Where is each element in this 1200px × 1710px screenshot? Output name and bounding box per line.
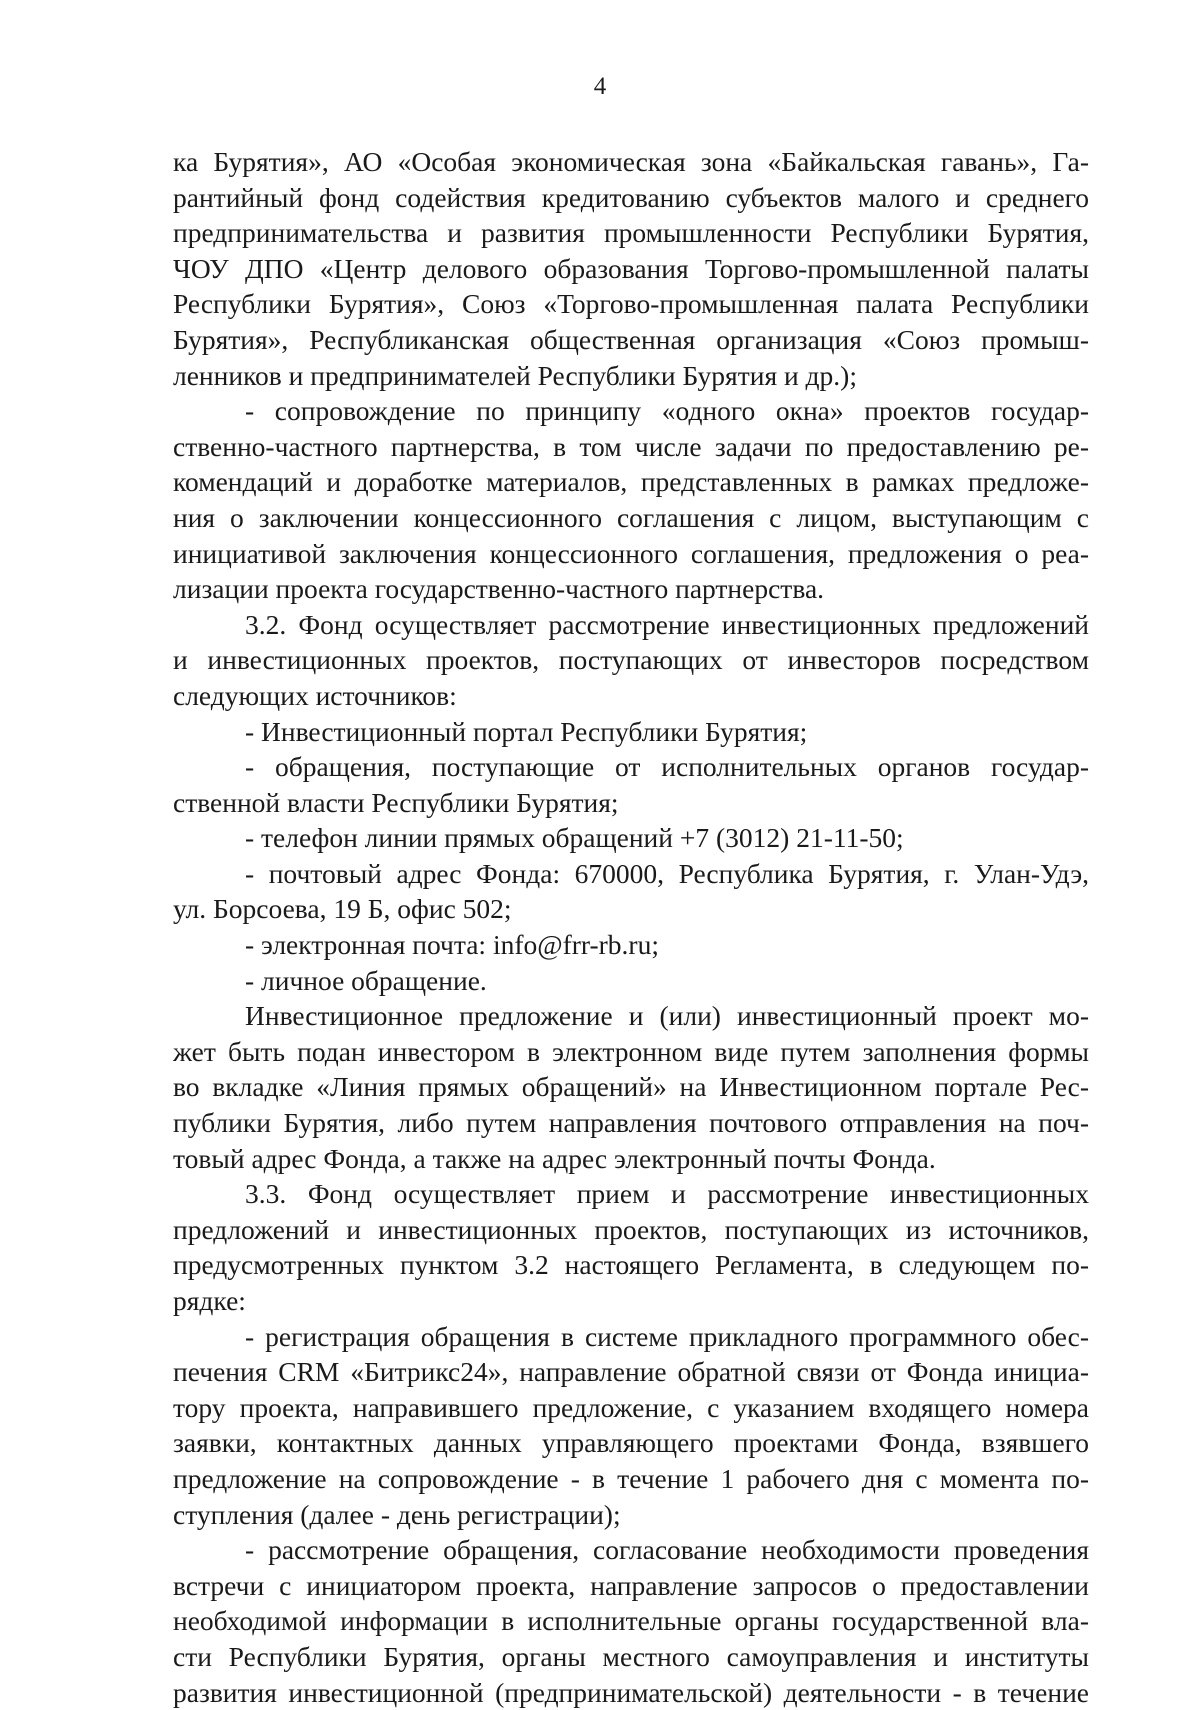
text-line: - личное обращение. <box>245 964 487 996</box>
text-line: тору проекта, направившего предложение, с указанием входящего номера <box>173 1391 1089 1423</box>
text-line: Республики Бурятия», Союз «Торгово-промышленная палата Республики <box>173 288 1089 320</box>
text-line: лизации проекта государственно-частного партнерства. <box>173 573 825 605</box>
text-line: печения CRM «Битрикс24», направление обратной связи от Фонда инициа- <box>173 1356 1089 1388</box>
text-line: - сопровождение по принципу «одного окна» проектов государ- <box>245 395 1089 427</box>
text-line: сти Республики Бурятия, органы местного самоуправления и институты <box>173 1640 1089 1672</box>
text-line: комендаций и доработке материалов, представленных в рамках предложе- <box>173 466 1089 498</box>
text-line: ственной власти Республики Бурятия; <box>173 786 619 818</box>
text-line: предложение на сопровождение - в течение 1 рабочего дня с момента по- <box>173 1462 1089 1494</box>
text-line: заявки, контактных данных управляющего проектами Фонда, взявшего <box>173 1427 1089 1459</box>
text-line: ул. Борсоева, 19 Б, офис 502; <box>173 893 512 925</box>
text-line: - почтовый адрес Фонда: 670000, Республика Бурятия, г. Улан-Удэ, <box>245 857 1089 889</box>
text-line: ния о заключении концессионного соглашения с лицом, выступающим с <box>173 501 1089 533</box>
text-line: ЧОУ ДПО «Центр делового образования Торгово-промышленной палаты <box>173 252 1089 284</box>
text-line: ка Бурятия», АО «Особая экономическая зона «Байкальская гавань», Га- <box>173 146 1089 177</box>
text-line: предложений и инвестиционных проектов, поступающих из источников, <box>173 1213 1089 1245</box>
text-line: - регистрация обращения в системе прикладного программного обес- <box>245 1320 1089 1352</box>
document-body <box>173 144 1089 1710</box>
text-line: Инвестиционное предложение и (или) инвестиционный проект мо- <box>245 1000 1089 1032</box>
text-line: предпринимательства и развития промышленности Республики Бурятия, <box>173 217 1089 249</box>
text-line: товый адрес Фонда, а также на адрес электронный почты Фонда. <box>173 1142 936 1174</box>
text-line: следующих источников: <box>173 679 457 711</box>
text-line: - телефон линии прямых обращений +7 (3012) 21-11-50; <box>245 822 904 854</box>
text-line: рантийный фонд содействия кредитованию субъектов малого и среднего <box>173 181 1089 213</box>
text-line: необходимой информации в исполнительные органы государственной вла- <box>173 1605 1089 1637</box>
text-line: ленников и предпринимателей Республики Бурятия и др.); <box>173 359 857 391</box>
text-line: рядке: <box>173 1285 246 1316</box>
text-line: ступления (далее - день регистрации); <box>173 1498 621 1530</box>
text-line: инициативой заключения концессионного соглашения, предложения о реа- <box>173 537 1089 569</box>
text-line: во вкладке «Линия прямых обращений» на Инвестиционном портале Рес- <box>173 1071 1089 1103</box>
text-line: 3.2. Фонд осуществляет рассмотрение инвестиционных предложений <box>245 608 1089 640</box>
text-line: - обращения, поступающие от исполнительных органов государ- <box>245 751 1089 783</box>
text-line: предусмотренных пунктом 3.2 настоящего Регламента, в следующем по- <box>173 1249 1089 1281</box>
text-line: - Инвестиционный портал Республики Бурятия; <box>245 715 808 747</box>
text-line: - рассмотрение обращения, согласование необходимости проведения <box>245 1534 1089 1566</box>
text-line: 3.3. Фонд осуществляет прием и рассмотрение инвестиционных <box>245 1178 1089 1210</box>
text-line: жет быть подан инвестором в электронном виде путем заполнения формы <box>173 1035 1089 1067</box>
text-line: встречи с инициатором проекта, направление запросов о предоставлении <box>173 1569 1089 1601</box>
text-line: публики Бурятия, либо путем направления почтового отправления на поч- <box>173 1107 1089 1139</box>
text-line: развития инвестиционной (предпринимательской) деятельности - в течение <box>173 1676 1089 1708</box>
text-line: и инвестиционных проектов, поступающих от инвесторов посредством <box>173 644 1089 676</box>
text-line: Бурятия», Республиканская общественная организация «Союз промыш- <box>173 323 1089 355</box>
text-line: - электронная почта: info@frr-rb.ru; <box>245 929 659 961</box>
text-line: ственно-частного партнерства, в том числе задачи по предоставлению ре- <box>173 430 1089 462</box>
page-number: 4 <box>593 73 607 100</box>
